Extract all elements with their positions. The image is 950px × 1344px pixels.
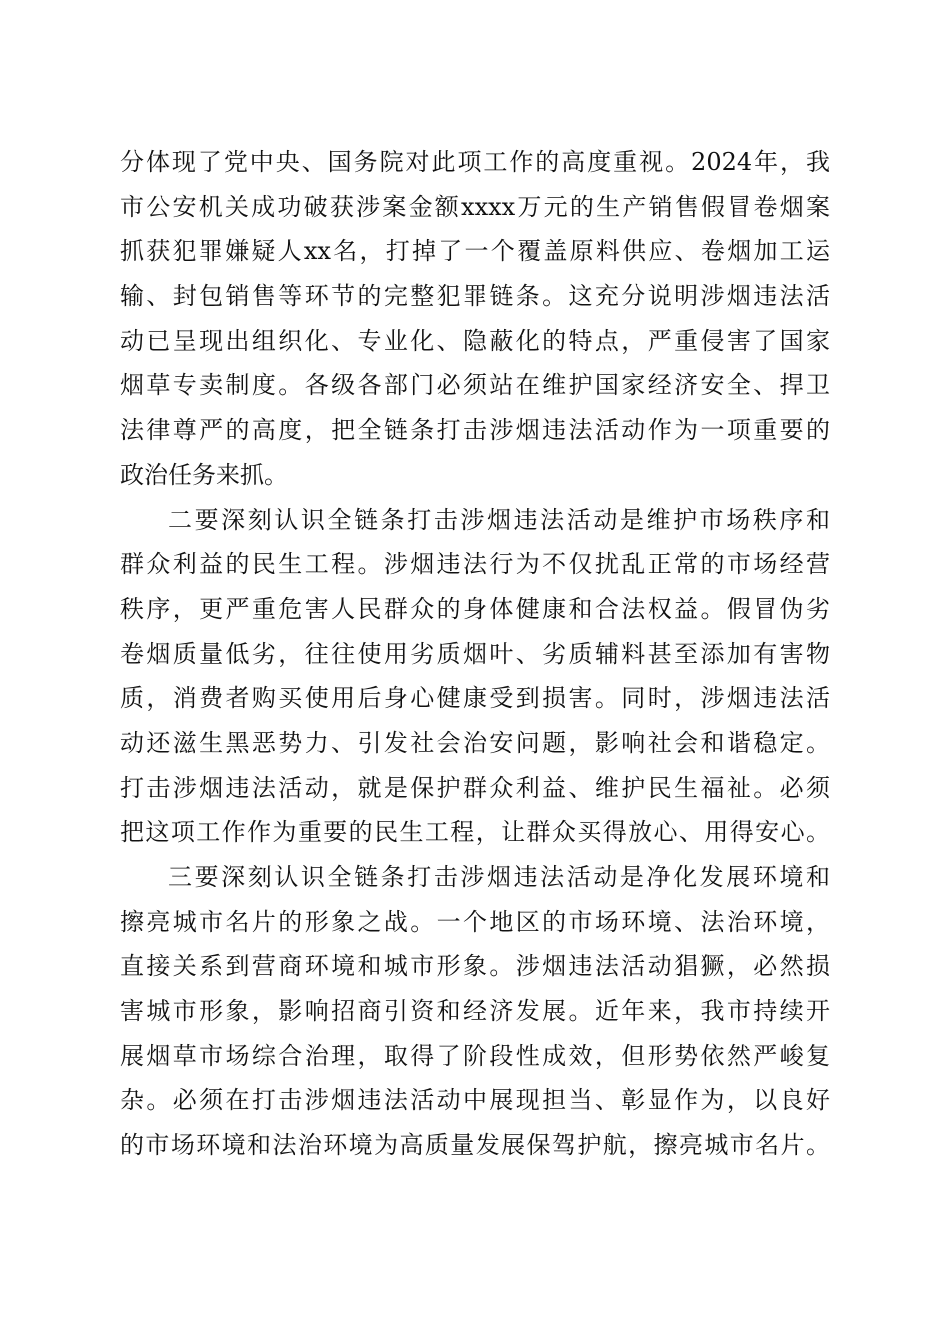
text-line: 展烟草市场综合治理，取得了阶段性成效，但形势依然严峻复	[120, 1041, 830, 1070]
paragraph-1	[120, 140, 830, 498]
text-line: 杂。必须在打击涉烟违法活动中展现担当、彰显作为，以良好	[120, 1086, 830, 1115]
text-line: 擦亮城市名片的形象之战。一个地区的市场环境、法治环境，	[120, 907, 830, 936]
text-line: 群众利益的民生工程。涉烟违法行为不仅扰乱正常的市场经营	[120, 550, 830, 579]
text-line: 动还滋生黑恶势力、引发社会治安问题，影响社会和谐稳定。	[120, 728, 830, 757]
text-line: 动已呈现出组织化、专业化、隐蔽化的特点，严重侵害了国家	[120, 326, 830, 355]
text-line: 政治任务来抓。	[120, 460, 288, 489]
text-line: 输、封包销售等环节的完整犯罪链条。这充分说明涉烟违法活	[120, 282, 830, 311]
paragraph-3	[120, 855, 830, 1168]
text-line: 三要深刻认识全链条打击涉烟违法活动是净化发展环境和	[168, 863, 830, 891]
text-line: 质，消费者购买使用后身心健康受到损害。同时，涉烟违法活	[120, 684, 830, 713]
text-line: 秩序，更严重危害人民群众的身体健康和合法权益。假冒伪劣	[120, 594, 830, 623]
paragraph-2	[120, 498, 830, 856]
text-line: 烟草专卖制度。各级各部门必须站在维护国家经济安全、捍卫	[120, 371, 830, 400]
text-line: 市公安机关成功破获涉案金额xxxx万元的生产销售假冒卷烟案	[120, 192, 830, 221]
text-line: 直接关系到营商环境和城市形象。涉烟违法活动猖獗，必然损	[120, 952, 830, 981]
text-line: 打击涉烟违法活动，就是保护群众利益、维护民生福祉。必须	[120, 773, 830, 802]
text-line: 卷烟质量低劣，往往使用劣质烟叶、劣质辅料甚至添加有害物	[120, 639, 830, 668]
text-line: 抓获犯罪嫌疑人xx名，打掉了一个覆盖原料供应、卷烟加工运	[120, 237, 830, 266]
text-line: 把这项工作作为重要的民生工程，让群众买得放心、用得安心。	[120, 818, 830, 847]
text-line: 害城市形象，影响招商引资和经济发展。近年来，我市持续开	[120, 997, 830, 1026]
text-line: 的市场环境和法治环境为高质量发展保驾护航，擦亮城市名片。	[120, 1131, 830, 1160]
document-page	[120, 140, 830, 1168]
text-line: 法律尊严的高度，把全链条打击涉烟违法活动作为一项重要的	[120, 416, 830, 445]
text-line: 分体现了党中央、国务院对此项工作的高度重视。2024年，我	[120, 148, 830, 176]
text-line: 二要深刻认识全链条打击涉烟违法活动是维护市场秩序和	[168, 505, 830, 534]
